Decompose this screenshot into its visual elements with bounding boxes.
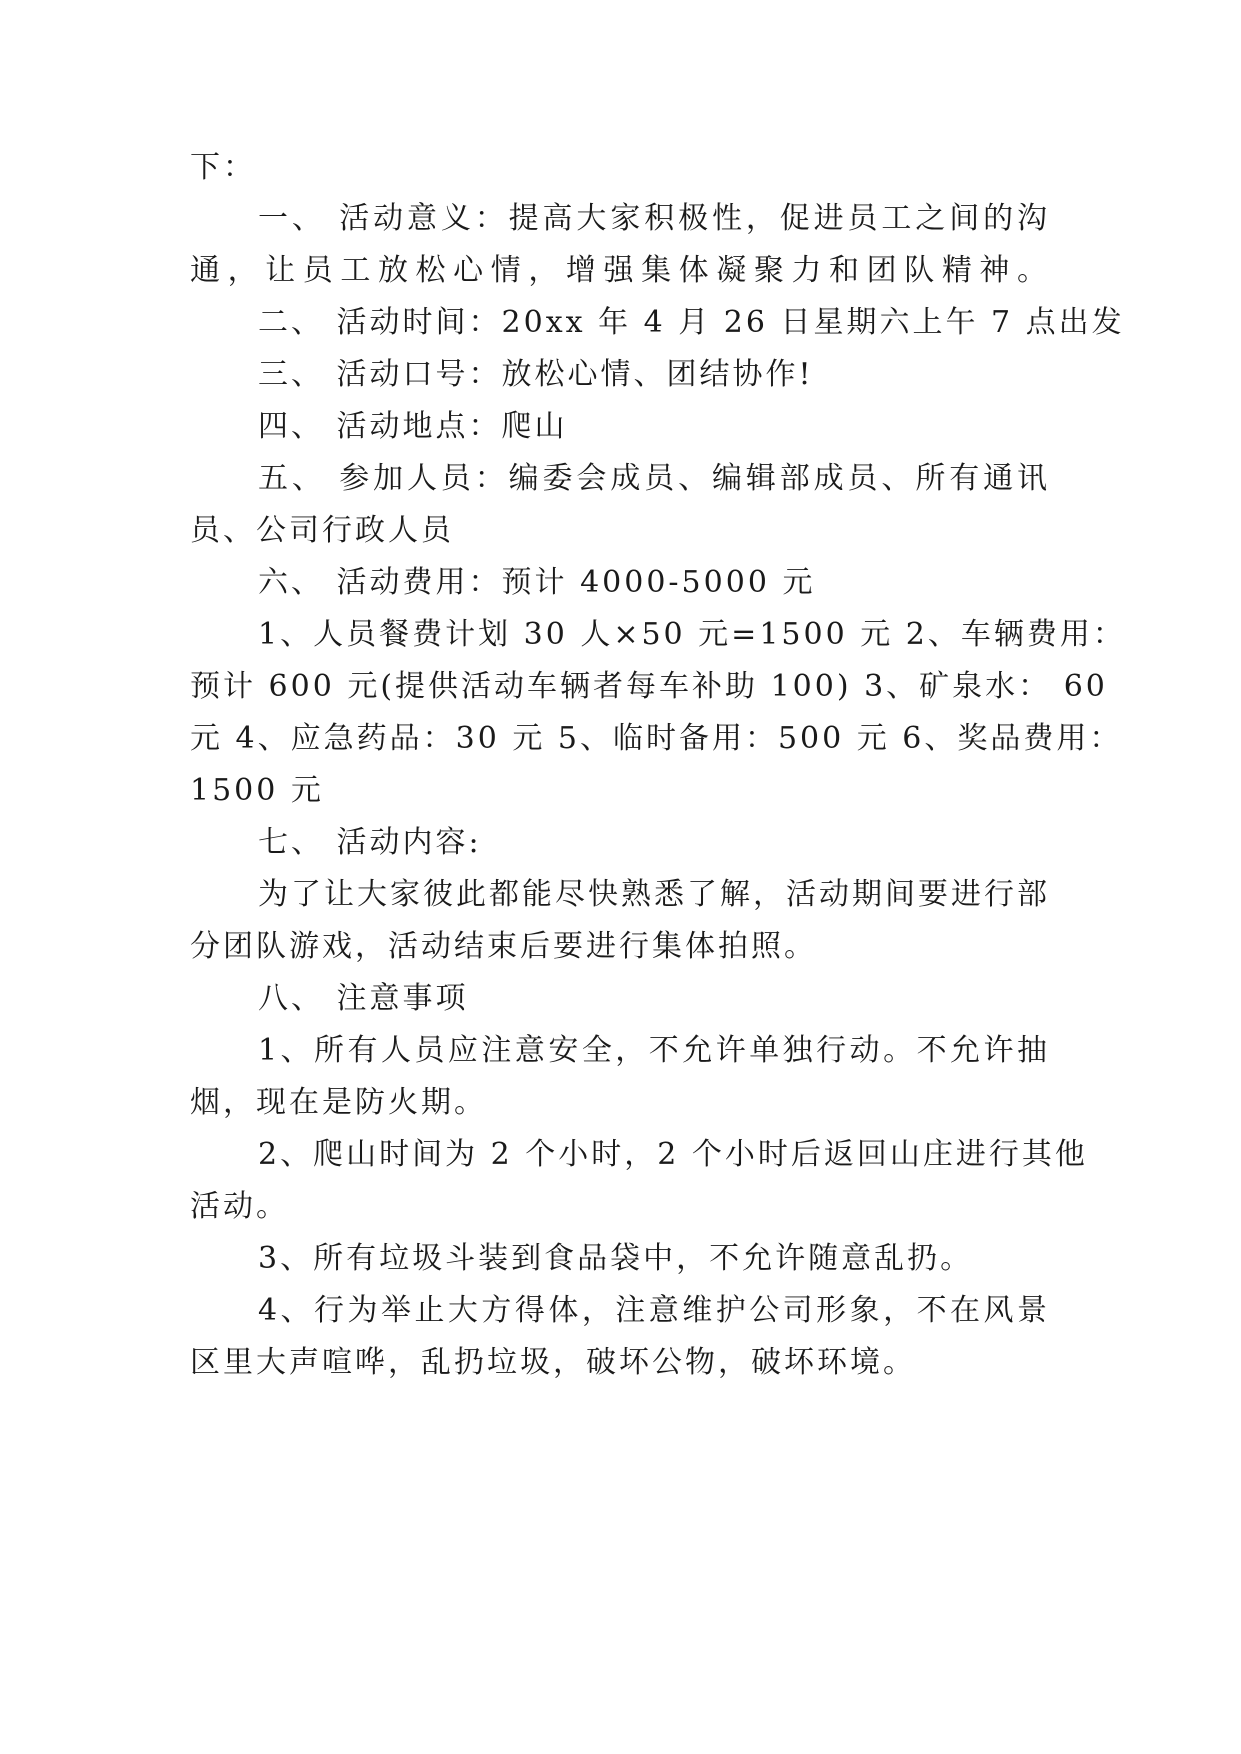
text-line: 烟，现在是防火期。 [190, 1085, 487, 1120]
text-line: 元 4、应急药品：30 元 5、临时备用：500 元 6、奖品费用： [190, 721, 1123, 756]
text-line: 1、所有人员应注意安全，不允许单独行动。不允许抽 [258, 1033, 1050, 1068]
text-line: 五、 参加人员：编委会成员、编辑部成员、所有通讯 [258, 461, 1050, 496]
text-line: 三、 活动口号：放松心情、团结协作! [258, 357, 814, 392]
text-line: 1500 元 [190, 773, 324, 808]
text-line: 活动。 [190, 1189, 289, 1224]
text-line: 员、公司行政人员 [190, 513, 454, 548]
text-line: 预计 600 元(提供活动车辆者每车补助 100) 3、矿泉水： 60 [190, 669, 1108, 704]
text-line: 分团队游戏，活动结束后要进行集体拍照。 [190, 929, 817, 964]
text-line: 六、 活动费用：预计 4000-5000 元 [258, 565, 816, 600]
text-line: 3、所有垃圾斗装到食品袋中，不允许随意乱扔。 [258, 1241, 974, 1276]
text-line: 下： [190, 150, 256, 185]
text-line: 八、 注意事项 [258, 981, 469, 1016]
text-line: 一、 活动意义：提高大家积极性，促进员工之间的沟 [258, 201, 1050, 236]
text-line: 二、 活动时间：20xx 年 4 月 26 日星期六上午 7 点出发 [258, 305, 1125, 340]
text-line: 为了让大家彼此都能尽快熟悉了解，活动期间要进行部 [258, 877, 1050, 912]
text-line: 区里大声喧哗，乱扔垃圾，破坏公物，破坏环境。 [190, 1345, 916, 1380]
text-line: 2、爬山时间为 2 个小时，2 个小时后返回山庄进行其他 [258, 1137, 1088, 1172]
text-line: 四、 活动地点：爬山 [258, 409, 568, 444]
text-line: 4、行为举止大方得体，注意维护公司形象，不在风景 [258, 1293, 1050, 1328]
text-line: 通，让员工放松心情，增强集体凝聚力和团队精神。 [190, 253, 1050, 288]
text-line: 七、 活动内容: [258, 825, 482, 860]
text-line: 1、人员餐费计划 30 人×50 元=1500 元 2、车辆费用： [258, 617, 1126, 652]
